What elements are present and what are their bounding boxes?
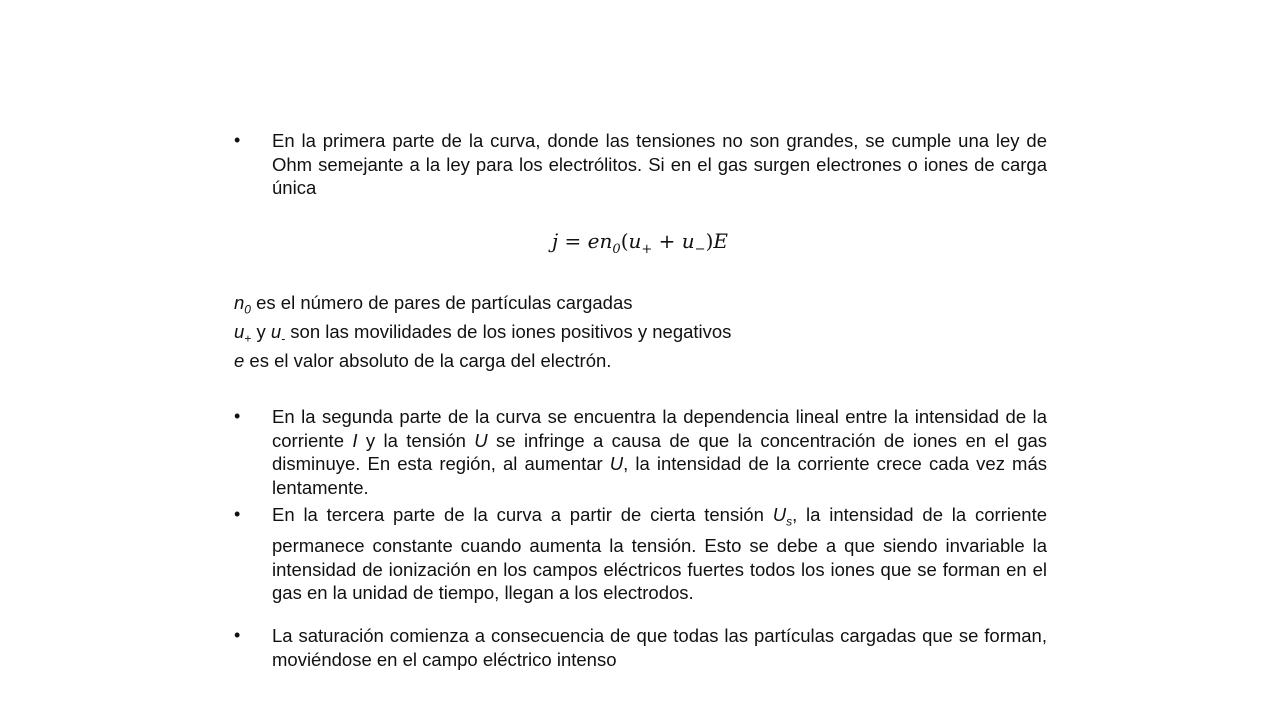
definition-u xyxy=(234,320,1047,351)
bullet-marker: • xyxy=(234,504,241,524)
symbol-e: e xyxy=(234,350,245,371)
text-run: , la intensidad de la corriente permanece constante cuando aumenta la tensión. Esto se debe a que siendo invariable la intensidad de ionización en los campos eléctricos fuertes todos los iones que se forman en el gas en la unidad de tiempo, llegan a los electrodos. xyxy=(272,504,1047,604)
symbol-Us-sub: s xyxy=(786,514,793,529)
formula-u1: u xyxy=(628,229,642,253)
definition-e-text: es el valor absoluto de la carga del electrón. xyxy=(244,350,612,371)
formula-n-sub: 0 xyxy=(612,242,621,257)
symbol-Us: U xyxy=(772,504,787,525)
formula-plus: + xyxy=(658,229,676,253)
text-run: se infringe a causa de que la concentración de iones en el gas disminuye. En esta región, al aumentar xyxy=(272,429,1047,474)
definition-n0 xyxy=(234,291,1047,322)
symbol-U: U xyxy=(609,453,624,474)
definition-u-mid: y xyxy=(251,321,271,342)
definition-e xyxy=(234,349,1047,373)
bullet-item-3 xyxy=(234,503,1047,605)
text-run: , la intensidad de la corriente crece cada vez más lentamente. xyxy=(272,453,1047,498)
text-run: y la tensión xyxy=(357,429,475,451)
symbol-n-sub: 0 xyxy=(244,302,251,317)
bullet-item-2 xyxy=(234,405,1047,499)
bullet-text-4: La saturación comienza a consecuencia de que todas las partículas cargadas que se forman, moviéndose en el campo eléctrico intenso xyxy=(272,625,1047,670)
text-run: En la tercera parte de la curva a partir de cierta tensión xyxy=(272,504,773,525)
symbol-u-plus-sub: + xyxy=(244,331,252,346)
symbol-n: n xyxy=(234,292,245,313)
symbol-u-plus: u xyxy=(234,321,245,342)
formula-n: n xyxy=(599,229,613,253)
formula-close-paren: ) xyxy=(705,229,714,253)
definition-n0-text: es el número de pares de partículas cargadas xyxy=(250,292,633,313)
formula-e: e xyxy=(587,229,600,253)
bullet-marker: • xyxy=(234,130,241,150)
bullet-text-1: En la primera parte de la curva, donde las tensiones no son grandes, se cumple una ley de Ohm semejante a la ley para los electrólitos. Si en el gas surgen electrones o iones de carga única xyxy=(272,130,1047,198)
formula-open-paren: ( xyxy=(620,229,629,253)
text-run: En la segunda parte de la curva se encuentra la dependencia lineal entre la intensidad de la corriente xyxy=(272,406,1047,451)
symbol-u-minus-sub: - xyxy=(281,331,286,346)
bullet-item-4 xyxy=(234,624,1047,671)
bullet-marker: • xyxy=(234,406,241,426)
bullet-text-3 xyxy=(272,503,1047,605)
formula-u2: u xyxy=(681,229,695,253)
formula xyxy=(0,229,1280,257)
formula-j: j xyxy=(551,229,559,253)
formula-u1-sub: + xyxy=(641,242,653,257)
symbol-u-minus: u xyxy=(270,321,282,342)
symbol-I: I xyxy=(352,429,358,451)
formula-u2-sub: − xyxy=(694,242,706,257)
bullet-item-1 xyxy=(234,129,1047,200)
formula-E: E xyxy=(713,229,728,253)
bullet-marker: • xyxy=(234,625,241,645)
formula-equals: = xyxy=(564,229,582,253)
symbol-U: U xyxy=(474,429,488,451)
definition-u-text: son las movilidades de los iones positivos y negativos xyxy=(285,321,732,342)
bullet-text-2 xyxy=(272,405,1047,499)
